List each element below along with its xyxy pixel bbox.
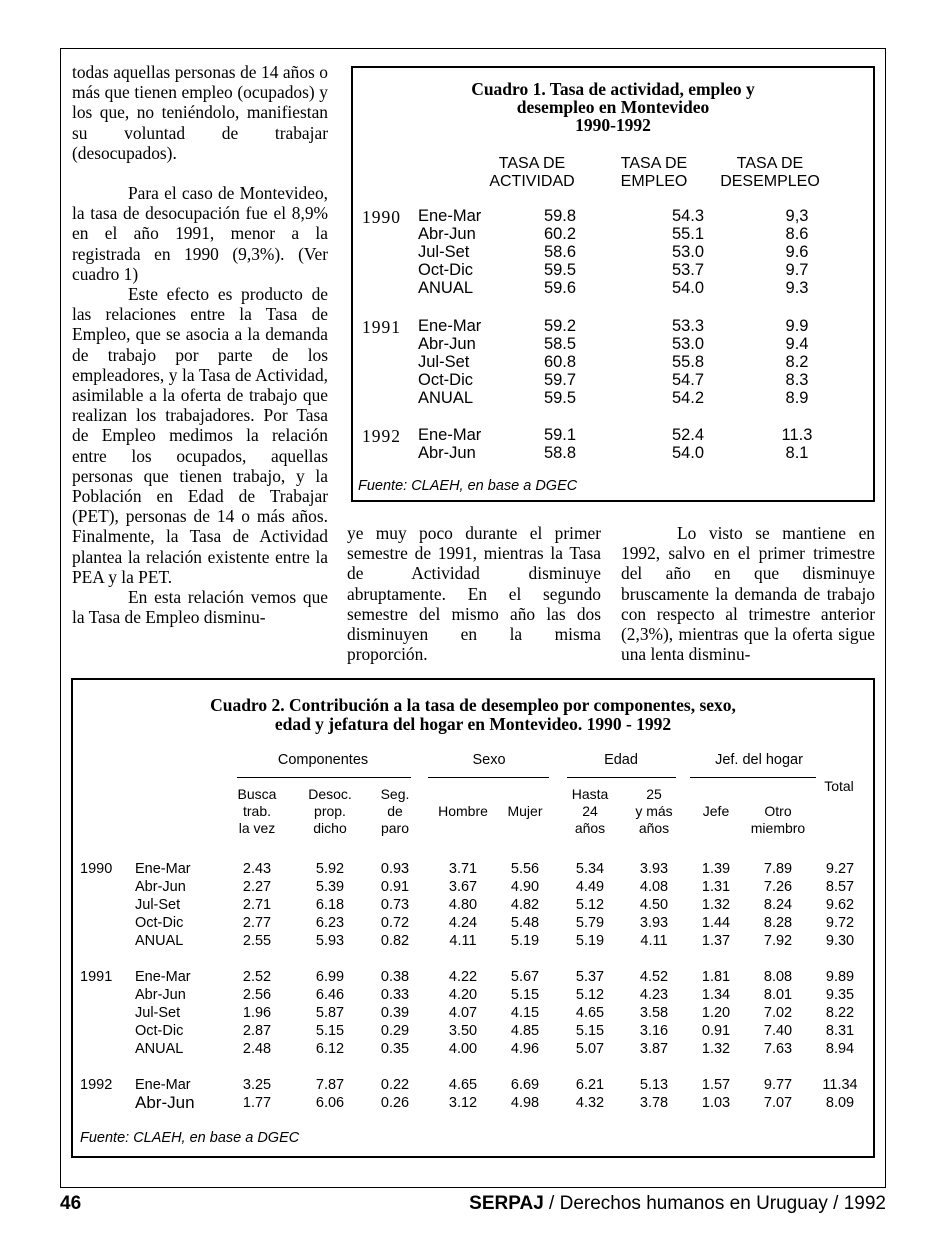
table2-cell: 8.31	[825, 1023, 855, 1040]
table1-period: Jul-Set	[418, 353, 470, 372]
table2-cell: 8.09	[825, 1095, 855, 1112]
table2-cell: 8.22	[825, 1005, 855, 1022]
table2-cell: 5.13	[639, 1077, 669, 1093]
table2-year: 1992	[80, 1077, 113, 1093]
table1-cell: 8.1	[785, 444, 809, 463]
table2-cell: 2.71	[242, 897, 272, 914]
table2-period: Jul-Set	[135, 897, 181, 914]
table2-cell: 8.24	[763, 897, 793, 914]
table1-cell: 55.8	[671, 353, 705, 372]
table2-subheader: Busca trab. la vez	[237, 786, 277, 836]
table1-cell: 59.2	[543, 317, 577, 335]
table1-cell: 54.7	[671, 371, 705, 390]
table1-period: Jul-Set	[418, 243, 470, 262]
table1-cell: 53.0	[671, 335, 705, 354]
table2-period: Abr-Jun	[135, 879, 186, 896]
table2-cell: 0.73	[380, 897, 410, 914]
table1-cell: 59.1	[543, 426, 577, 444]
table2-cell: 5.37	[575, 969, 605, 985]
table1-period: Ene-Mar	[418, 426, 482, 444]
table2-cell: 6.18	[315, 897, 345, 914]
table1-cell: 58.8	[543, 444, 577, 463]
table1-cell: 9.3	[785, 279, 809, 298]
table2-cell: 2.56	[242, 987, 272, 1004]
table1-cell: 54.2	[671, 389, 705, 408]
table2-cell: 4.11	[640, 933, 668, 950]
table2-group-header: Edad	[604, 752, 638, 768]
table1-period: Ene-Mar	[418, 207, 482, 225]
table1-period: Abr-Jun	[418, 444, 476, 463]
table2-period: ANUAL	[135, 1041, 184, 1058]
paragraph: todas aquellas personas de 14 años o más que tienen empleo (ocupados) y los que, no teniéndolo, manifiestan su voluntad de trabajar (desocupados).	[72, 62, 328, 163]
table2-cell: 9.89	[825, 969, 855, 985]
table1-cell: 8.2	[785, 353, 809, 372]
table2-cell: 4.07	[448, 1005, 478, 1022]
table2-year: 1991	[80, 969, 113, 985]
table2-cell: 0.39	[380, 1005, 410, 1022]
table2-cell: 1.32	[701, 1041, 731, 1058]
table1-cell: 53.0	[671, 243, 705, 262]
table2-cell: 8.01	[763, 987, 793, 1004]
table1-column-header: TASA DE ACTIVIDAD	[489, 155, 575, 190]
table2-cell: 6.12	[315, 1041, 345, 1058]
table2-cell: 6.06	[315, 1095, 345, 1112]
table2-cell: 4.15	[510, 1005, 540, 1022]
table1-year: 1992	[362, 426, 401, 446]
table2-total-header: Total	[824, 778, 854, 794]
table2-group-rule	[567, 777, 676, 778]
table2-period: Ene-Mar	[135, 861, 191, 877]
table1-cell: 58.6	[543, 243, 577, 262]
table2-cell: 7.02	[763, 1005, 793, 1022]
table2-period: Jul-Set	[135, 1005, 181, 1022]
table2-cell: 0.91	[380, 879, 410, 896]
table1-cell: 52.4	[671, 426, 705, 444]
table2-cell: 1.34	[701, 987, 731, 1004]
table1-cell: 59.5	[543, 261, 577, 280]
table2-cell: 11.34	[822, 1077, 858, 1093]
table2-cell: 7.92	[763, 933, 793, 950]
table2-cell: 3.78	[639, 1095, 669, 1112]
table1-cell: 55.1	[671, 225, 705, 244]
table2-cell: 4.65	[448, 1077, 478, 1093]
table2-cell: 5.15	[575, 1023, 605, 1040]
table2-cell: 5.79	[575, 915, 605, 932]
table1-period: Abr-Jun	[418, 335, 476, 354]
table2-cell: 5.92	[315, 861, 345, 877]
table2-cell: 4.96	[510, 1041, 540, 1058]
table2-group-header: Jef. del hogar	[715, 752, 803, 768]
table2-year: 1990	[80, 861, 113, 877]
table2-cell: 2.48	[242, 1041, 272, 1058]
table2-cell: 9.35	[825, 987, 855, 1004]
table1-cell: 9.6	[785, 243, 809, 262]
table1-year: 1990	[362, 207, 401, 227]
table2-cell: 9.77	[763, 1077, 793, 1093]
middle-text-column	[347, 523, 601, 664]
table1-cell: 54.3	[671, 207, 705, 225]
table2-subheader: Jefe	[702, 803, 730, 819]
table2-period: ANUAL	[135, 933, 184, 950]
publication-title: / Derechos humanos en Uruguay / 1992	[543, 1193, 886, 1214]
table1-period: Ene-Mar	[418, 317, 482, 335]
table2-cell: 5.15	[315, 1023, 345, 1040]
table1-year: 1991	[362, 317, 401, 337]
table2-cell: 4.22	[448, 969, 478, 985]
table2-cell: 4.11	[449, 933, 477, 950]
table2-cell: 2.87	[242, 1023, 272, 1040]
table2-subheader: Mujer	[507, 803, 543, 819]
table2-cell: 1.37	[701, 933, 731, 950]
table1-cell: 8.9	[785, 389, 809, 408]
table2-cell: 4.52	[639, 969, 669, 985]
table2-period: Abr-Jun	[135, 1093, 195, 1113]
table2-cell: 0.91	[701, 1023, 731, 1040]
table2-cell: 9.72	[825, 915, 855, 932]
table2-cell: 3.50	[448, 1023, 478, 1040]
table1-cell: 59.6	[543, 279, 577, 298]
table2-cell: 4.85	[510, 1023, 540, 1040]
table2-cell: 6.23	[315, 915, 345, 932]
table2-cell: 1.32	[701, 897, 731, 914]
paragraph: Para el caso de Montevideo, la tasa de desocupación fue el 8,9% en el año 1991, menor a la registrada en 1990 (9,3%). (Ver cuadro 1)	[72, 183, 328, 284]
table2-cell: 3.16	[639, 1023, 669, 1040]
table2-cell: 5.19	[575, 933, 605, 950]
table1-cell: 53.7	[671, 261, 705, 280]
table1-cell: 54.0	[671, 444, 705, 463]
table2-cell: 1.77	[242, 1095, 272, 1112]
table2-cell: 4.24	[448, 915, 478, 932]
table2-cell: 5.39	[315, 879, 345, 896]
table1-cell: 9.7	[785, 261, 809, 280]
table2-cell: 4.82	[510, 897, 540, 914]
table1-cell: 58.5	[543, 335, 577, 354]
table1-cell: 59.7	[543, 371, 577, 390]
table2-cell: 5.07	[575, 1041, 605, 1058]
table2-cell: 4.20	[448, 987, 478, 1004]
table2-cell: 4.65	[575, 1005, 605, 1022]
table2-cell: 0.33	[380, 987, 410, 1004]
table2-cell: 3.25	[242, 1077, 272, 1093]
table1-period: ANUAL	[418, 279, 474, 298]
table2-cell: 8.28	[763, 915, 793, 932]
table2-cell: 0.72	[380, 915, 410, 932]
table2-cell: 0.38	[380, 969, 410, 985]
paragraph: ye muy poco durante el primer semestre de 1991, mientras la Tasa de Actividad disminuye abruptamente. En el segundo semestre del mismo año las dos disminuyen en la misma proporción.	[347, 523, 601, 665]
table1-period: Oct-Dic	[418, 261, 473, 280]
table2-cell: 5.93	[315, 933, 345, 950]
table2-cell: 1.20	[701, 1005, 731, 1022]
table2-cell: 5.15	[510, 987, 540, 1004]
table2-subheader: Desoc. prop. dicho	[308, 786, 352, 836]
table1-period: Abr-Jun	[418, 225, 476, 244]
table2-cell: 0.35	[380, 1041, 410, 1058]
table2-cell: 2.77	[242, 915, 272, 932]
table2-cell: 7.89	[763, 861, 793, 877]
table1-cell: 53.3	[671, 317, 705, 335]
table2-group-rule	[237, 777, 411, 778]
table2-cell: 4.23	[639, 987, 669, 1004]
table2-cell: 1.44	[701, 915, 731, 932]
table2-cell: 7.07	[763, 1095, 793, 1112]
table2-cell: 5.87	[315, 1005, 345, 1022]
table1-period: ANUAL	[418, 389, 474, 408]
table2-period: Abr-Jun	[135, 987, 186, 1004]
table2-group-rule	[690, 777, 816, 778]
table2-cell: 3.87	[639, 1041, 669, 1058]
table2-cell: 1.96	[242, 1005, 272, 1022]
right-text-column	[621, 523, 875, 664]
table2-subheader: 25 y más años	[635, 786, 673, 836]
table2-cell: 3.67	[448, 879, 478, 896]
table2-cell: 1.39	[701, 861, 731, 877]
table2-cell: 5.48	[510, 915, 540, 932]
table2-cell: 1.57	[701, 1077, 731, 1093]
table2-cell: 8.94	[825, 1041, 855, 1058]
table2-cell: 7.87	[315, 1077, 345, 1093]
table2-cell: 2.27	[242, 879, 272, 896]
table2-cell: 9.30	[825, 933, 855, 950]
table2-cell: 2.52	[242, 969, 272, 985]
page-number: 46	[60, 1193, 82, 1214]
table2-cell: 3.71	[448, 861, 478, 877]
table1-source: Fuente: CLAEH, en base a DGEC	[358, 478, 578, 494]
paragraph: En esta relación vemos que la Tasa de Empleo disminu-	[72, 587, 328, 628]
table2-cell: 5.12	[575, 897, 605, 914]
table1-cell: 9.4	[785, 335, 809, 354]
table2-cell: 1.81	[701, 969, 731, 985]
table2-group-header: Componentes	[277, 752, 369, 768]
table2-period: Ene-Mar	[135, 969, 191, 985]
table2-cell: 0.82	[380, 933, 410, 950]
table2-cell: 8.08	[763, 969, 793, 985]
table1-title: Cuadro 1. Tasa de actividad, empleo y desempleo en Montevideo 1990-1992	[471, 79, 755, 135]
table2-cell: 1.03	[701, 1095, 731, 1112]
table2-subheader: Otro miembro	[750, 803, 806, 836]
table2-cell: 4.90	[510, 879, 540, 896]
table2-cell: 3.12	[448, 1095, 478, 1112]
paragraph: Este efecto es producto de las relaciones entre la Tasa de Empleo, que se asocia a la demanda de trabajo por parte de los empleadores, y la Tasa de Actividad, asimilable a la oferta de trabajo que realizan los trabajadores. Por Tasa de Empleo medimos la relación entre los ocupados, aquellas personas que tienen trabajo, y la Población en Edad de Trabajar (PET), personas de 14 o más años. Finalmente, la Tasa de Actividad plantea la relación existente entre la PEA y la PET.	[72, 284, 328, 587]
table2-cell: 5.56	[510, 861, 540, 877]
table2-cell: 1.31	[701, 879, 731, 896]
table1-cell: 60.8	[543, 353, 577, 372]
table2-title: Cuadro 2. Contribución a la tasa de desempleo por componentes, sexo, edad y jefatura del hogar en Montevideo. 1990 - 1992	[210, 695, 736, 734]
table1-column-header: TASA DE EMPLEO	[620, 155, 688, 190]
table2-cell: 5.67	[510, 969, 540, 985]
table2-cell: 2.55	[242, 933, 272, 950]
table2-group-rule	[428, 777, 549, 778]
table2-cell: 3.93	[639, 861, 669, 877]
table2-cell: 5.19	[510, 933, 540, 950]
table2-cell: 0.29	[380, 1023, 410, 1040]
table2-cell: 6.99	[315, 969, 345, 985]
running-footer	[469, 1193, 886, 1215]
table2-source: Fuente: CLAEH, en base a DGEC	[80, 1130, 300, 1146]
table2-period: Oct-Dic	[135, 1023, 184, 1040]
table2-cell: 9.27	[825, 861, 855, 877]
table2-cell: 6.21	[575, 1077, 605, 1093]
table2-cell: 8.57	[825, 879, 855, 896]
table2-cell: 3.58	[639, 1005, 669, 1022]
table2-cell: 3.93	[639, 915, 669, 932]
table2-cell: 0.93	[380, 861, 410, 877]
table2-cell: 0.22	[380, 1077, 410, 1093]
publisher: SERPAJ	[469, 1193, 544, 1214]
table2-cell: 9.62	[825, 897, 855, 914]
table2-cell: 4.80	[448, 897, 478, 914]
table2-subheader: Hombre	[438, 803, 488, 819]
table2-subheader: Seg. de paro	[380, 786, 410, 836]
table2-cell: 5.34	[575, 861, 605, 877]
table2-group-header: Sexo	[472, 752, 506, 768]
table2-subheader: Hasta 24 años	[571, 786, 609, 836]
table1-period: Oct-Dic	[418, 371, 473, 390]
table2-cell: 0.26	[380, 1095, 410, 1112]
table2-cell: 2.43	[242, 861, 272, 877]
table2-cell: 4.98	[510, 1095, 540, 1112]
table2-cell: 7.40	[763, 1023, 793, 1040]
table2-period: Oct-Dic	[135, 915, 184, 932]
table2-cell: 7.63	[763, 1041, 793, 1058]
table1-cell: 59.8	[543, 207, 577, 225]
table1-column-header: TASA DE DESEMPLEO	[720, 155, 820, 190]
table1-cell: 8.3	[785, 371, 809, 390]
table1-cell: 60.2	[543, 225, 577, 244]
table2-cell: 4.08	[639, 879, 669, 896]
table2-cell: 4.49	[575, 879, 605, 896]
table1-cell: 8.6	[785, 225, 809, 244]
table1-cell: 9.9	[785, 317, 809, 335]
table2-period: Ene-Mar	[135, 1077, 191, 1093]
table1-cell: 11.3	[781, 426, 813, 444]
left-text-column	[72, 62, 328, 627]
table2-cell: 4.00	[448, 1041, 478, 1058]
table2-cell: 7.26	[763, 879, 793, 896]
table2-cell: 5.12	[575, 987, 605, 1004]
table2-cell: 6.69	[510, 1077, 540, 1093]
table2-cell: 6.46	[315, 987, 345, 1004]
table1-cell: 59.5	[543, 389, 577, 408]
table1-cell: 54.0	[671, 279, 705, 298]
paragraph: Lo visto se mantiene en 1992, salvo en el primer trimestre del año en que disminuye bruscamente la demanda de trabajo con respecto al trimestre anterior (2,3%), mientras que la oferta sigue una lenta disminu-	[621, 523, 875, 665]
table1-cell: 9,3	[785, 207, 809, 225]
table2-cell: 4.50	[639, 897, 669, 914]
table2-cell: 4.32	[575, 1095, 605, 1112]
